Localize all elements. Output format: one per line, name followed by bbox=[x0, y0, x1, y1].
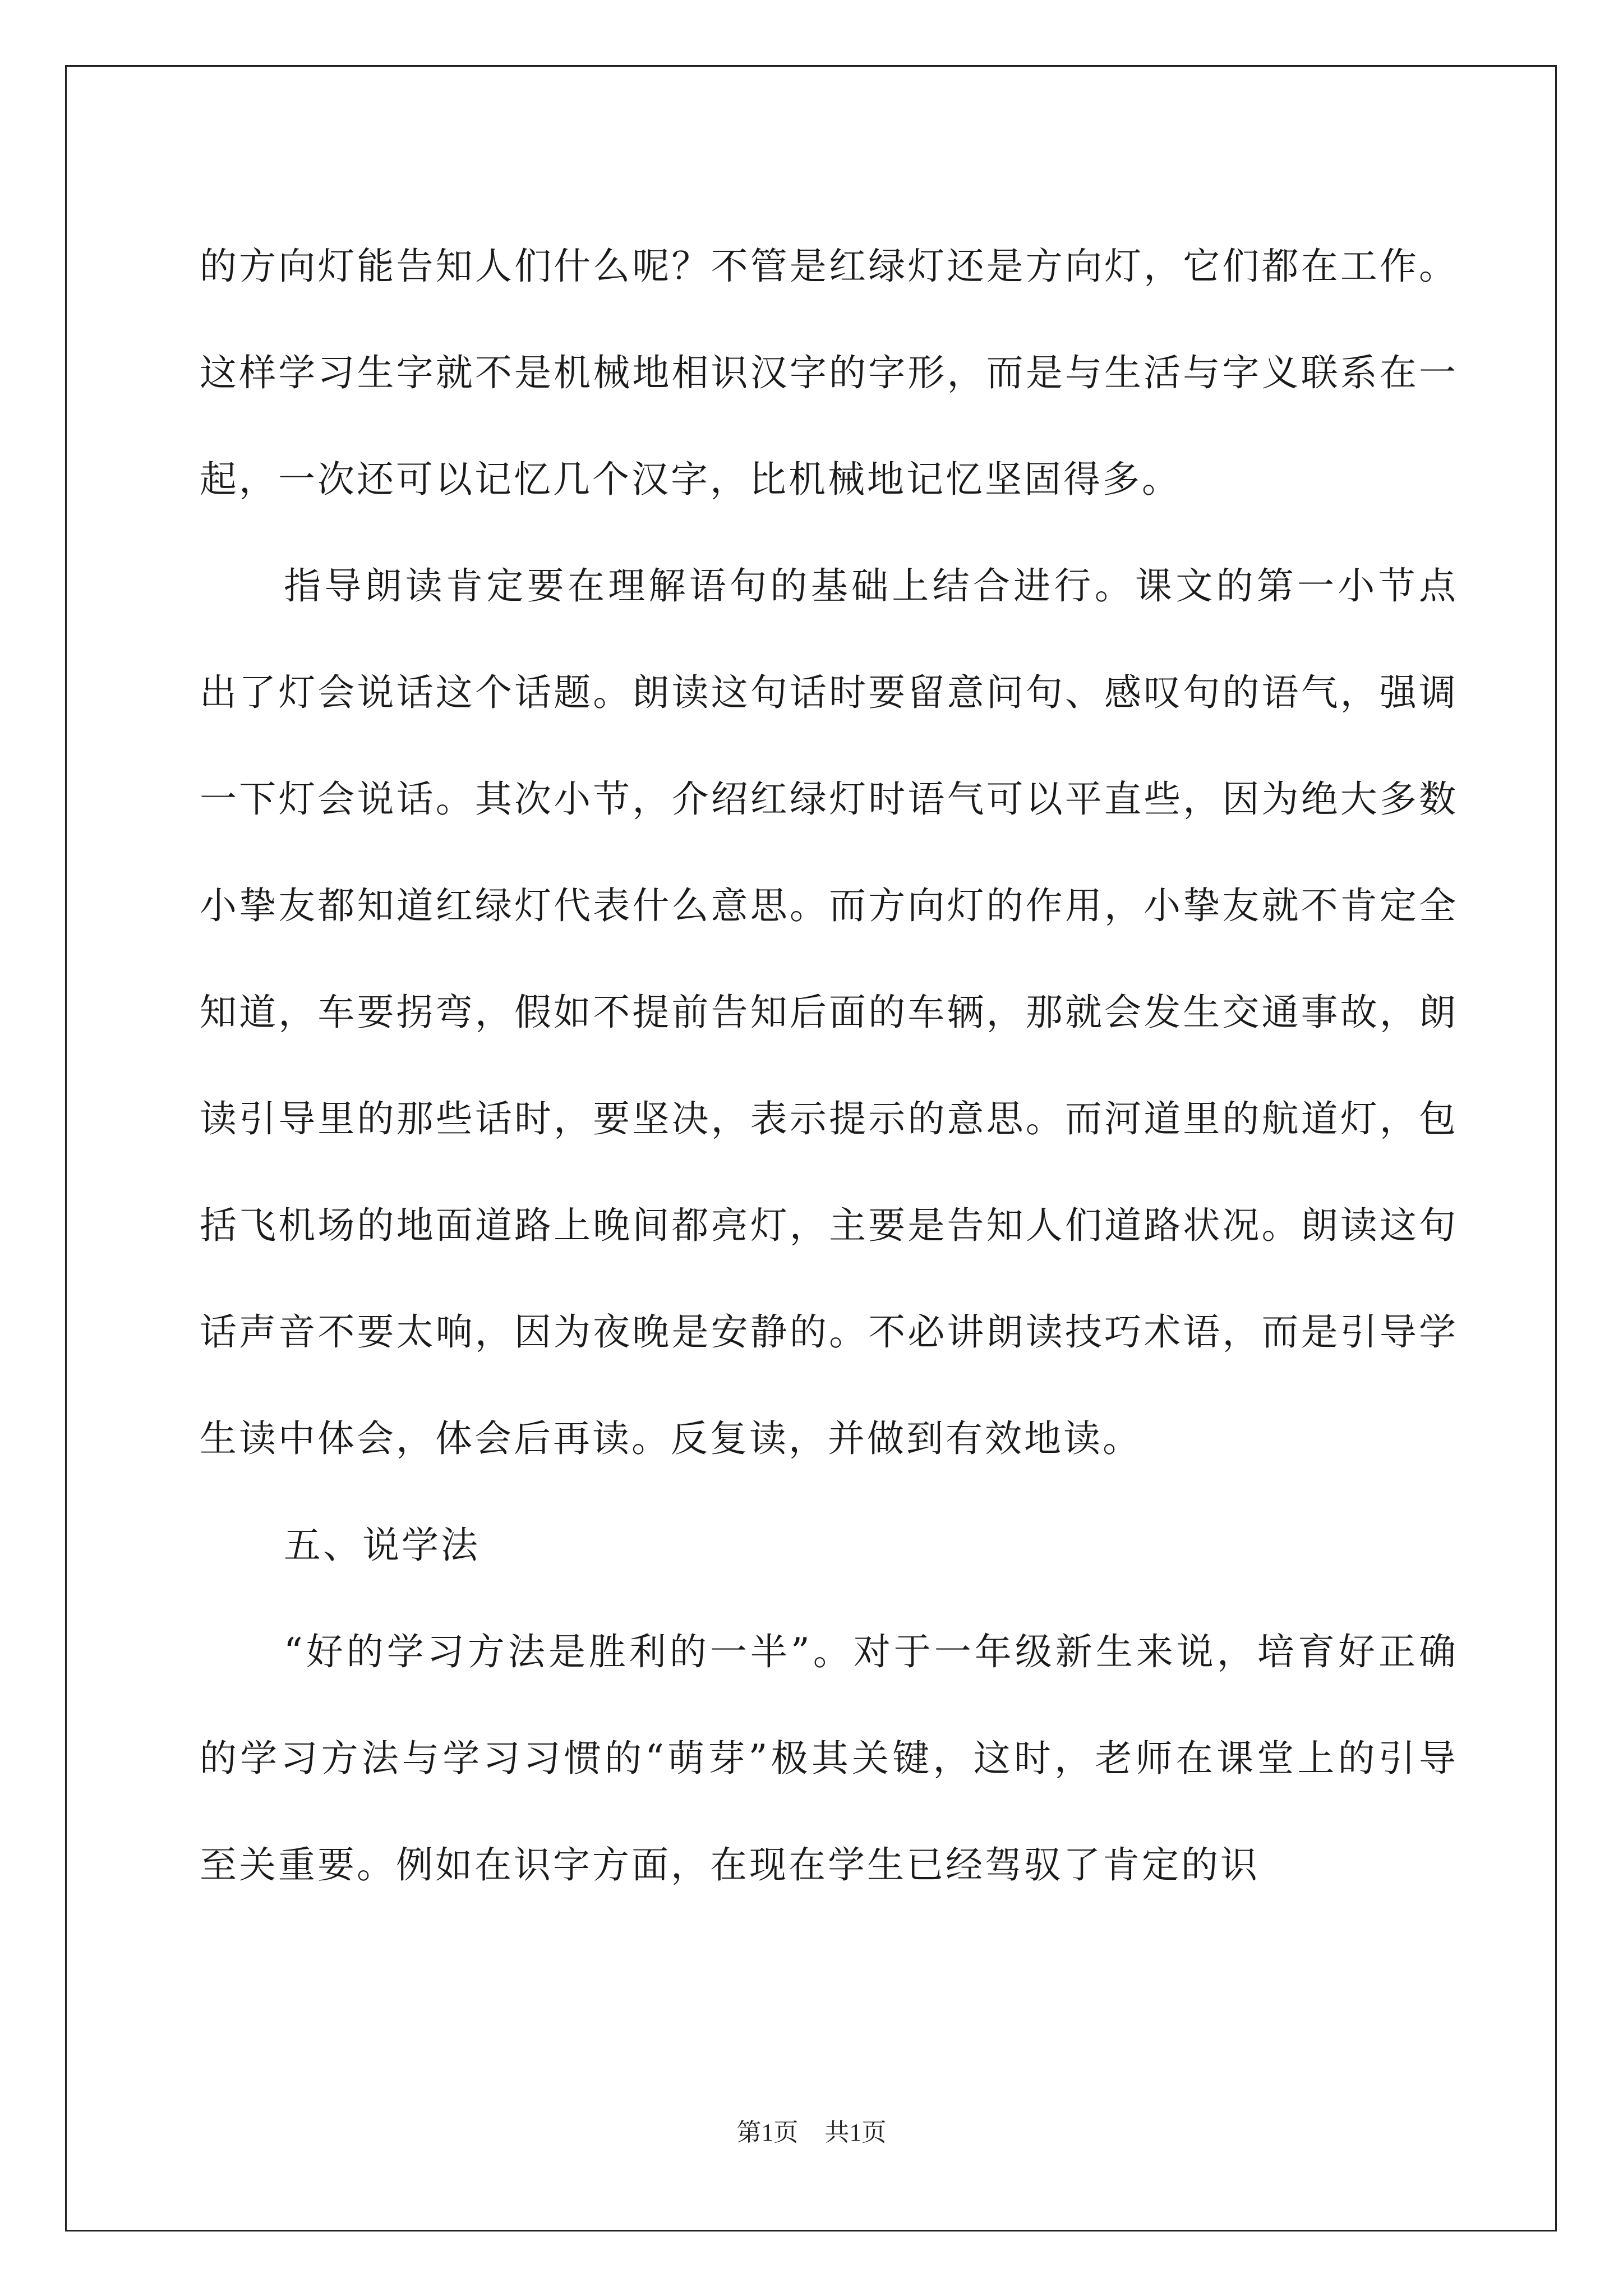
page-footer bbox=[0, 2112, 1623, 2148]
page-number: 第1页 bbox=[736, 2119, 799, 2146]
section-heading: 五、说学法 bbox=[284, 1524, 480, 1567]
document-body bbox=[200, 213, 1458, 1918]
paragraph: 的方向灯能告知人们什么呢？不管是红绿灯还是方向灯，它们都在工作。这样学习生字就不是机械地相识汉字的字形，而是与生活与字义联系在一起，一次还可以记忆几个汉字，比机械地记忆坚固得多。 bbox=[200, 245, 1458, 501]
page-total: 共1页 bbox=[824, 2119, 887, 2146]
paragraph: “好的学习方法是胜利的一半”。对于一年级新生来说，培育好正确的学习方法与学习习惯的“萌芽”极其关键，这时，老师在课堂上的引导至关重要。例如在识字方面，在现在学生已经驾驭了肯定的识 bbox=[200, 1630, 1458, 1887]
paragraph: 指导朗读肯定要在理解语句的基础上结合进行。课文的第一小节点出了灯会说话这个话题。朗读这句话时要留意问句、感叹句的语气，强调一下灯会说话。其次小节，介绍红绿灯时语气可以平直些，因为绝大多数小挚友都知道红绿灯代表什么意思。而方向灯的作用，小挚友就不肯定全知道，车要拐弯，假如不提前告知后面的车辆，那就会发生交通事故，朗读引导里的那些话时，要坚决，表示提示的意思。而河道里的航道灯，包括飞机场的地面道路上晚间都亮灯，主要是告知人们道路状况。朗读这句话声音不要太响，因为夜晚是安静的。不必讲朗读技巧术语，而是引导学生读中体会，体会后再读。反复读，并做到有效地读。 bbox=[200, 564, 1458, 1460]
